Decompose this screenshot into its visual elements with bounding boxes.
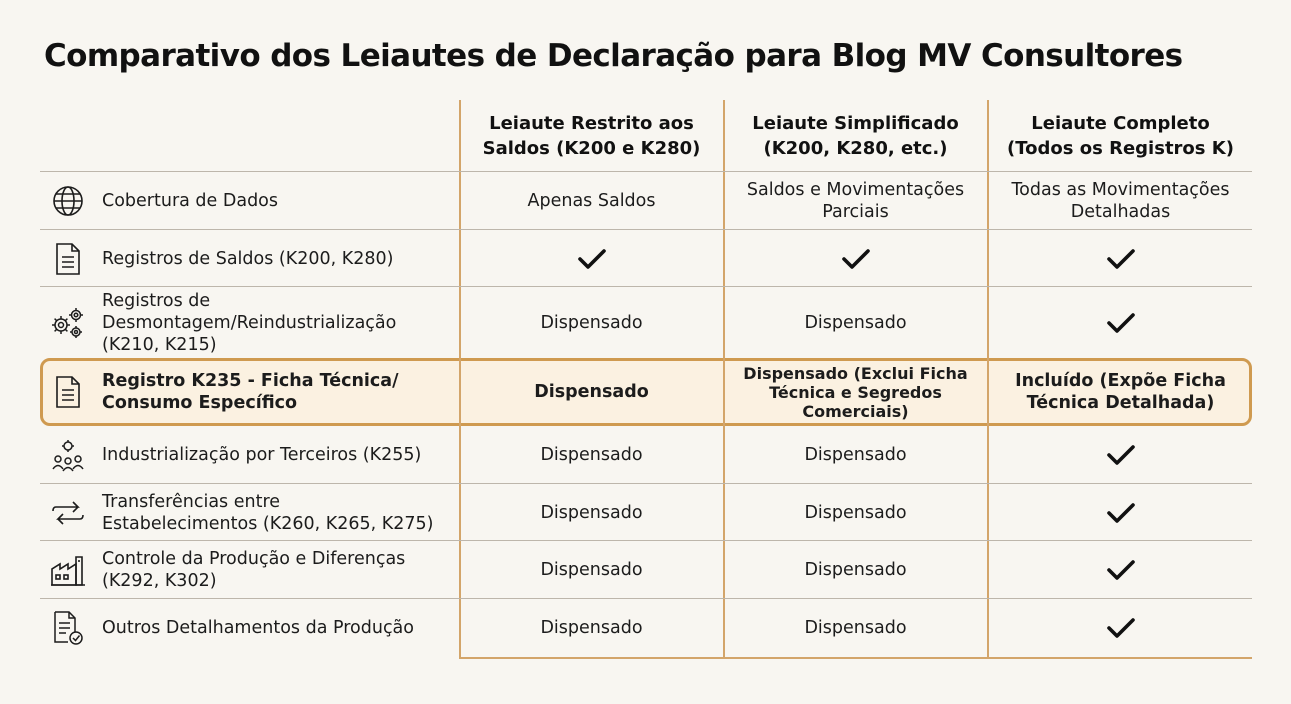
check-icon xyxy=(461,230,722,287)
row-divider xyxy=(40,598,1252,599)
row-label: Transferências entre Estabelecimentos (K260, K265, K275) xyxy=(102,491,434,534)
cell-value: Dispensado xyxy=(540,618,643,638)
check-icon xyxy=(989,426,1252,484)
check-icon xyxy=(989,541,1252,599)
row-divider xyxy=(40,286,1252,287)
cell-value: Dispensado xyxy=(804,502,907,523)
row-divider xyxy=(40,229,1252,230)
cell-value: Saldos e Movimentações Parciais xyxy=(746,180,965,222)
row-divider xyxy=(40,483,1252,484)
cell-value: Apenas Saldos xyxy=(527,191,656,211)
cell-value: Dispensado xyxy=(540,502,643,523)
row-header xyxy=(40,599,459,657)
cell-value: Dispensado xyxy=(534,382,649,402)
people-gear-icon xyxy=(50,437,86,473)
page-title: Comparativo dos Leiautes de Declaração para Blog MV Consultores xyxy=(44,38,1183,74)
check-icon xyxy=(989,599,1252,657)
check-icon xyxy=(725,230,986,287)
cell-value: Incluído (Expõe Ficha Técnica Detalhada) xyxy=(1015,371,1226,413)
row-header xyxy=(40,541,459,599)
row-header xyxy=(40,484,459,541)
cell-value: Dispensado xyxy=(540,445,643,465)
table-row xyxy=(40,599,1252,657)
row-label: Industrialização por Terceiros (K255) xyxy=(102,445,422,465)
row-header xyxy=(40,230,459,287)
row-divider xyxy=(40,171,1252,172)
row-header xyxy=(40,172,459,230)
table-row xyxy=(40,426,1252,484)
cell-value: Dispensado xyxy=(804,445,907,465)
row-divider xyxy=(40,540,1252,541)
comparison-table xyxy=(40,100,1252,660)
table-row xyxy=(40,287,1252,358)
row-header xyxy=(40,287,459,358)
table-bottom-border xyxy=(459,657,1252,659)
cell-value: Todas as Movimentações Detalhadas xyxy=(1011,180,1230,222)
row-label: Registros de Desmontagem/Reindustrialização (K210, K215) xyxy=(102,290,397,355)
cell-value: Dispensado xyxy=(804,560,907,580)
check-icon xyxy=(989,484,1252,541)
cell-value: Dispensado (Exclui Ficha Técnica e Segredos Comerciais) xyxy=(743,363,968,421)
document-check-icon xyxy=(50,610,86,646)
row-header xyxy=(40,358,459,426)
cell-value: Dispensado xyxy=(804,618,907,638)
column-divider xyxy=(987,100,989,658)
table-row xyxy=(40,484,1252,541)
table-row xyxy=(40,172,1252,230)
document-icon xyxy=(50,241,86,277)
factory-icon xyxy=(50,552,86,588)
row-label: Controle da Produção e Diferenças (K292, K302) xyxy=(102,549,406,591)
row-label: Cobertura de Dados xyxy=(102,191,278,211)
transfer-arrows-icon xyxy=(50,495,86,531)
check-icon xyxy=(989,230,1252,287)
cell-value: Dispensado xyxy=(540,560,643,580)
cell-value: Dispensado xyxy=(804,312,907,333)
table-row xyxy=(40,230,1252,287)
column-divider xyxy=(723,100,725,658)
table-row xyxy=(40,358,1252,426)
column-header-completo: Leiaute Completo (Todos os Registros K) xyxy=(1007,113,1234,159)
table-row xyxy=(40,541,1252,599)
column-header-simplificado: Leiaute Simplificado (K200, K280, etc.) xyxy=(752,113,959,159)
row-label: Outros Detalhamentos da Produção xyxy=(102,618,414,638)
check-icon xyxy=(989,287,1252,358)
globe-icon xyxy=(50,183,86,219)
row-label: Registros de Saldos (K200, K280) xyxy=(102,248,394,269)
document-icon xyxy=(50,374,86,410)
cell-value: Dispensado xyxy=(540,312,643,333)
gears-icon xyxy=(50,305,86,341)
row-label: Registro K235 - Ficha Técnica/ Consumo Específico xyxy=(102,371,399,413)
row-header xyxy=(40,426,459,484)
column-header-restrito: Leiaute Restrito aos Saldos (K200 e K280) xyxy=(482,113,701,159)
column-divider xyxy=(459,100,461,658)
